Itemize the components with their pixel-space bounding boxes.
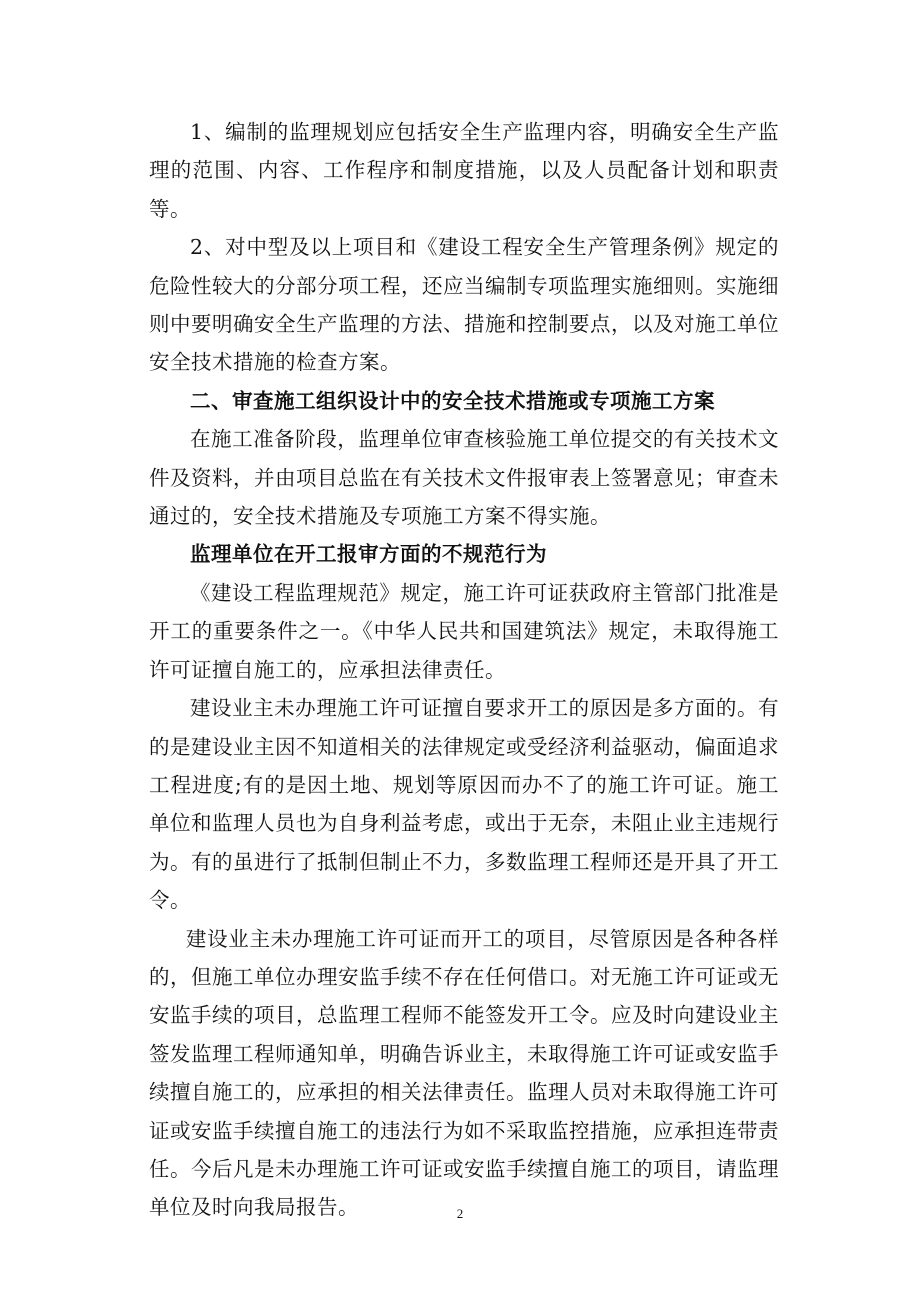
paragraph-regulation: 《建设工程监理规范》规定，施工许可证获政府主管部门批准是开工的重要条件之一。《中华人民共和国建筑法》规定，未取得施工许可证擅自施工的，应承担法律责任。	[149, 580, 779, 682]
paragraph-safety-plan: 1、编制的监理规划应包括安全生产监理内容，明确安全生产监理的范围、内容、工作程序和制度措施，以及人员配备计划和职责等。	[149, 120, 779, 221]
page-number: 2	[456, 1206, 464, 1221]
document-body	[149, 113, 779, 1227]
paragraph-preparation-stage: 在施工准备阶段，监理单位审查核验施工单位提交的有关技术文件及资料，并由项目总监在有关技术文件报审表上签署意见；审查未通过的，安全技术措施及专项施工方案不得实施。	[149, 427, 779, 529]
paragraph-special-rules: 2、对中型及以上项目和《建设工程安全生产管理条例》规定的危险性较大的分部分项工程，还应当编制专项监理实施细则。实施细则中要明确安全生产监理的方法、措施和控制要点，以及对施工单位安全技术措施的检查方案。	[149, 235, 779, 375]
paragraph-reasons: 建设业主未办理施工许可证擅自要求开工的原因是多方面的。有的是建设业主因不知道相关的法律规定或受经济利益驱动，偏面追求工程进度;有的是因土地、规划等原因而办不了的施工许可证。施工单位和监理人员也为自身利益考虑，或出于无奈，未阻止业主违规行为。有的虽进行了抵制但制止不力，多数监理工程师还是开具了开工令。	[149, 696, 779, 913]
section-heading-irregular-behavior: 监理单位在开工报审方面的不规范行为	[190, 542, 547, 567]
paragraph-requirements: 建设业主未办理施工许可证而开工的项目，尽管原因是各种各样的，但施工单位办理安监手续不存在任何借口。对无施工许可证或无安监手续的项目，总监理工程师不能签发开工令。应及时向建设业主签发监理工程师通知单，明确告诉业主，未取得施工许可证或安监手续擅自施工的，应承担的相关法律责任。监理人员对未取得施工许可证或安监手续擅自施工的违法行为如不采取监控措施，应承担连带责任。今后凡是未办理施工许可证或安监手续擅自施工的项目，请监理单位及时向我局报告。	[149, 926, 779, 1220]
section-heading-review: 二、审查施工组织设计中的安全技术措施或专项施工方案	[190, 388, 715, 413]
